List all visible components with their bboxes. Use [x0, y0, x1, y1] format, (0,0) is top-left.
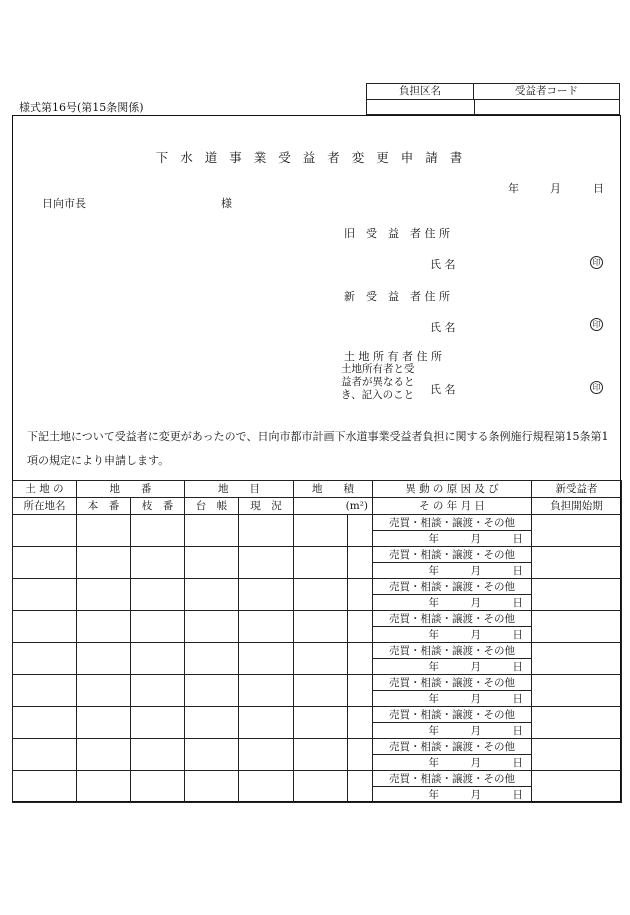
- branch-lot-cell[interactable]: [131, 579, 185, 611]
- header-main-lot: 本 番: [77, 498, 131, 515]
- district-label: 負担区名: [367, 84, 474, 99]
- main-lot-cell[interactable]: [77, 579, 131, 611]
- table-row: [13, 675, 622, 691]
- main-lot-cell[interactable]: [77, 739, 131, 771]
- header-cause-1: 異 動 の 原 因 及 び: [373, 481, 532, 498]
- registry-category-cell[interactable]: [185, 643, 239, 675]
- area-decimal-cell[interactable]: [348, 643, 373, 675]
- table-row: [13, 515, 622, 531]
- branch-lot-cell[interactable]: [131, 643, 185, 675]
- code-box-divider: [367, 99, 619, 100]
- location-cell[interactable]: [13, 547, 77, 579]
- location-cell[interactable]: [13, 643, 77, 675]
- branch-lot-cell[interactable]: [131, 707, 185, 739]
- start-period-cell[interactable]: [532, 547, 622, 579]
- cause-date: 年 月 日: [373, 755, 532, 771]
- current-category-cell[interactable]: [239, 739, 294, 771]
- cause-options: 売買・相談・譲渡・その他: [373, 739, 532, 755]
- start-period-cell[interactable]: [532, 611, 622, 643]
- new-beneficiary-name-label: 氏 名: [430, 321, 456, 334]
- area-integer-cell[interactable]: [294, 739, 348, 771]
- location-cell[interactable]: [13, 579, 77, 611]
- land-table: [12, 480, 622, 803]
- area-integer-cell[interactable]: [294, 515, 348, 547]
- area-integer-cell[interactable]: [294, 643, 348, 675]
- branch-lot-cell[interactable]: [131, 547, 185, 579]
- location-cell[interactable]: [13, 611, 77, 643]
- date-day-label: 日: [593, 182, 604, 195]
- header-location-2: 所在地名: [13, 498, 77, 515]
- branch-lot-cell[interactable]: [131, 739, 185, 771]
- area-integer-cell[interactable]: [294, 707, 348, 739]
- registry-category-cell[interactable]: [185, 547, 239, 579]
- main-lot-cell[interactable]: [77, 643, 131, 675]
- beneficiary-code-label: 受益者コード: [515, 85, 578, 97]
- current-category-cell[interactable]: [239, 643, 294, 675]
- table-row: [13, 739, 622, 755]
- honorific: 様: [221, 197, 232, 210]
- owner-name-label: 氏 名: [430, 383, 456, 396]
- current-category-cell[interactable]: [239, 547, 294, 579]
- document-title: 下水道事業受益者変更申請書: [155, 150, 475, 165]
- cause-options: 売買・相談・譲渡・その他: [373, 579, 532, 595]
- current-category-cell[interactable]: [239, 611, 294, 643]
- header-start-2: 負担開始期: [532, 498, 622, 515]
- form-number-label: 様式第16号(第15条関係): [19, 101, 144, 114]
- header-current-category: 現 況: [239, 498, 294, 515]
- addressee: 日向市長: [42, 197, 86, 210]
- cause-options: 売買・相談・譲渡・その他: [373, 611, 532, 627]
- cause-options: 売買・相談・譲渡・その他: [373, 547, 532, 563]
- registry-category-cell[interactable]: [185, 739, 239, 771]
- header-registry-category: 台 帳: [185, 498, 239, 515]
- branch-lot-cell[interactable]: [131, 515, 185, 547]
- cause-date: 年 月 日: [373, 691, 532, 707]
- area-integer-cell[interactable]: [294, 675, 348, 707]
- main-lot-cell[interactable]: [77, 771, 131, 803]
- seal-mark-new: 印: [590, 318, 603, 331]
- header-land-category: 地 目: [185, 481, 294, 498]
- header-area-unit: (m²): [294, 498, 373, 515]
- registry-category-cell[interactable]: [185, 611, 239, 643]
- table-row: [13, 771, 622, 787]
- start-period-cell[interactable]: [532, 739, 622, 771]
- cause-options: 売買・相談・譲渡・その他: [373, 771, 532, 787]
- seal-mark-old: 印: [590, 256, 603, 269]
- area-integer-cell[interactable]: [294, 611, 348, 643]
- main-lot-cell[interactable]: [77, 675, 131, 707]
- main-lot-cell[interactable]: [77, 547, 131, 579]
- area-integer-cell[interactable]: [294, 547, 348, 579]
- header-lot-number: 地 番: [77, 481, 185, 498]
- owner-address-label: 土 地 所 有 者 住 所: [344, 350, 442, 363]
- table-row: [13, 611, 622, 627]
- cause-date: 年 月 日: [373, 723, 532, 739]
- area-decimal-cell[interactable]: [348, 547, 373, 579]
- location-cell[interactable]: [13, 707, 77, 739]
- cause-date: 年 月 日: [373, 659, 532, 675]
- cause-date: 年 月 日: [373, 787, 532, 803]
- registry-category-cell[interactable]: [185, 771, 239, 803]
- start-period-cell[interactable]: [532, 579, 622, 611]
- area-decimal-cell[interactable]: [348, 739, 373, 771]
- cause-options: 売買・相談・譲渡・その他: [373, 707, 532, 723]
- main-lot-cell[interactable]: [77, 611, 131, 643]
- code-box-split: [474, 99, 475, 115]
- current-category-cell[interactable]: [239, 579, 294, 611]
- cause-date: 年 月 日: [373, 531, 532, 547]
- header-area: 地 積: [294, 481, 373, 498]
- cause-options: 売買・相談・譲渡・その他: [373, 643, 532, 659]
- table-row: [13, 707, 622, 723]
- date-year-label: 年: [508, 182, 519, 195]
- date-month-label: 月: [550, 182, 561, 195]
- registry-category-cell[interactable]: [185, 515, 239, 547]
- header-branch-lot: 枝 番: [131, 498, 185, 515]
- location-cell[interactable]: [13, 675, 77, 707]
- header-location-1: 土 地 の: [13, 481, 77, 498]
- cause-date: 年 月 日: [373, 627, 532, 643]
- start-period-cell[interactable]: [532, 675, 622, 707]
- table-row: [13, 643, 622, 659]
- area-integer-cell[interactable]: [294, 579, 348, 611]
- old-beneficiary-name-label: 氏 名: [430, 258, 456, 271]
- current-category-cell[interactable]: [239, 515, 294, 547]
- area-decimal-cell[interactable]: [348, 675, 373, 707]
- table-row: [13, 547, 622, 563]
- start-period-cell[interactable]: [532, 707, 622, 739]
- location-cell[interactable]: [13, 771, 77, 803]
- cause-options: 売買・相談・譲渡・その他: [373, 675, 532, 691]
- owner-note-line1: 土地所有者と受: [341, 363, 415, 375]
- header-cause-2: そ の 年 月 日: [373, 498, 532, 515]
- new-beneficiary-address-label: 新 受 益 者 住 所: [344, 290, 450, 303]
- declaration-text: 下記土地について受益者に変更があったので、日向市都市計画下水道事業受益者負担に関する条例施行規程第15条第1項の規定により申請します。: [27, 430, 609, 467]
- branch-lot-cell[interactable]: [131, 771, 185, 803]
- seal-mark-owner: 印: [590, 381, 603, 394]
- branch-lot-cell[interactable]: [131, 675, 185, 707]
- cause-options: 売買・相談・譲渡・その他: [373, 515, 532, 531]
- area-integer-cell[interactable]: [294, 771, 348, 803]
- registry-category-cell[interactable]: [185, 707, 239, 739]
- area-decimal-cell[interactable]: [348, 515, 373, 547]
- registry-category-cell[interactable]: [185, 579, 239, 611]
- location-cell[interactable]: [13, 739, 77, 771]
- area-decimal-cell[interactable]: [348, 611, 373, 643]
- start-period-cell[interactable]: [532, 771, 622, 803]
- area-decimal-cell[interactable]: [348, 579, 373, 611]
- current-category-cell[interactable]: [239, 707, 294, 739]
- start-period-cell[interactable]: [532, 643, 622, 675]
- cause-date: 年 月 日: [373, 563, 532, 579]
- code-box: [366, 83, 620, 115]
- location-cell[interactable]: [13, 515, 77, 547]
- area-decimal-cell[interactable]: [348, 771, 373, 803]
- start-period-cell[interactable]: [532, 515, 622, 547]
- old-beneficiary-address-label: 旧 受 益 者 住 所: [344, 227, 450, 240]
- branch-lot-cell[interactable]: [131, 611, 185, 643]
- cause-date: 年 月 日: [373, 595, 532, 611]
- current-category-cell[interactable]: [239, 675, 294, 707]
- main-lot-cell[interactable]: [77, 707, 131, 739]
- area-decimal-cell[interactable]: [348, 707, 373, 739]
- table-row: [13, 579, 622, 595]
- owner-note-line3: き、記入のこと: [341, 389, 415, 401]
- current-category-cell[interactable]: [239, 771, 294, 803]
- registry-category-cell[interactable]: [185, 675, 239, 707]
- owner-note-line2: 益者が異なると: [341, 376, 415, 388]
- header-start-1: 新受益者: [532, 481, 622, 498]
- main-lot-cell[interactable]: [77, 515, 131, 547]
